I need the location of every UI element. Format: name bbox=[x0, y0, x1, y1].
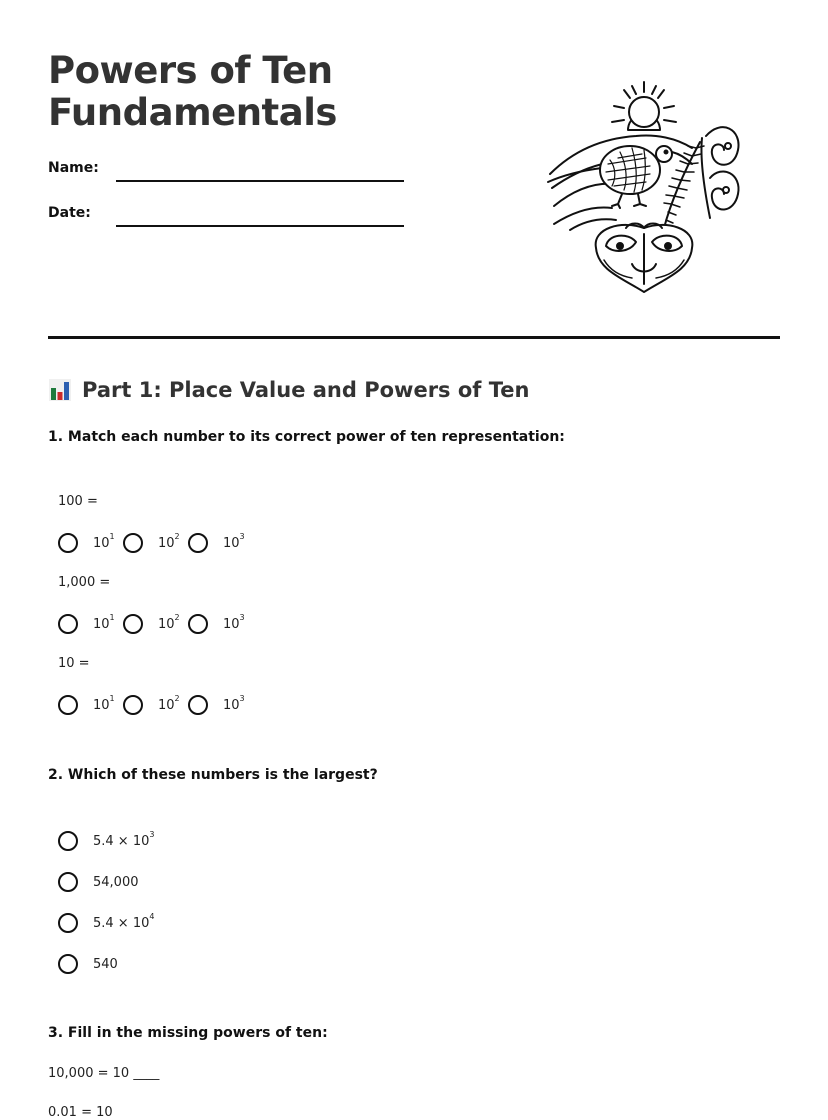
fill-line-2: 0.01 = 10 bbox=[48, 1105, 113, 1120]
option-label bbox=[158, 694, 184, 713]
largest-option[interactable] bbox=[58, 828, 154, 854]
largest-option[interactable] bbox=[58, 951, 154, 977]
date-label: Date: bbox=[48, 205, 91, 221]
match-option[interactable] bbox=[188, 695, 249, 715]
match-option[interactable] bbox=[188, 614, 249, 634]
option-base: 10 bbox=[223, 535, 240, 551]
option-label bbox=[223, 694, 249, 713]
match-option[interactable] bbox=[58, 533, 119, 553]
option-base: 10 bbox=[93, 535, 110, 551]
radio-button[interactable] bbox=[58, 913, 78, 933]
radio-button[interactable] bbox=[58, 614, 78, 634]
match-option[interactable] bbox=[123, 614, 184, 634]
match-prompt: 10 = bbox=[58, 656, 90, 671]
sun-icon bbox=[612, 82, 676, 130]
match-option[interactable] bbox=[58, 695, 119, 715]
option-base: 10 bbox=[93, 697, 110, 713]
radio-button[interactable] bbox=[58, 695, 78, 715]
radio-button[interactable] bbox=[58, 872, 78, 892]
option-exponent: 3 bbox=[149, 830, 155, 840]
option-label bbox=[93, 613, 119, 632]
option-label bbox=[93, 830, 155, 849]
radio-button[interactable] bbox=[58, 533, 78, 553]
option-base: 10 bbox=[93, 616, 110, 632]
option-base: 10 bbox=[223, 616, 240, 632]
option-label bbox=[223, 532, 249, 551]
name-label: Name: bbox=[48, 160, 99, 176]
name-line[interactable] bbox=[116, 180, 404, 182]
radio-button[interactable] bbox=[123, 533, 143, 553]
option-base: 540 bbox=[93, 956, 118, 972]
title-line-2: Fundamentals bbox=[48, 91, 337, 134]
radio-button[interactable] bbox=[188, 533, 208, 553]
radio-button[interactable] bbox=[123, 695, 143, 715]
option-base: 5.4 × 10 bbox=[93, 915, 150, 931]
option-label bbox=[93, 912, 155, 931]
option-exponent: 2 bbox=[174, 694, 180, 704]
option-base: 10 bbox=[158, 616, 175, 632]
option-label bbox=[93, 875, 139, 890]
carved-pendant-icon bbox=[596, 224, 693, 293]
option-label bbox=[158, 532, 184, 551]
option-exponent: 3 bbox=[239, 532, 245, 542]
largest-option[interactable] bbox=[58, 869, 154, 895]
name-field-row bbox=[48, 160, 408, 184]
match-prompt: 100 = bbox=[58, 494, 98, 509]
largest-option[interactable] bbox=[58, 910, 154, 936]
option-exponent: 3 bbox=[239, 694, 245, 704]
match-options-row bbox=[58, 692, 253, 718]
radio-button[interactable] bbox=[58, 954, 78, 974]
question-2: 2. Which of these numbers is the largest? bbox=[48, 767, 378, 783]
option-label bbox=[93, 957, 119, 972]
koru-icon bbox=[701, 127, 738, 218]
part1-heading bbox=[48, 374, 529, 406]
option-exponent: 1 bbox=[109, 613, 115, 623]
kiwi-fern-illustration bbox=[546, 78, 746, 296]
radio-button[interactable] bbox=[188, 614, 208, 634]
page-title bbox=[48, 50, 337, 134]
match-options-row bbox=[58, 611, 253, 637]
radio-button[interactable] bbox=[188, 695, 208, 715]
option-exponent: 1 bbox=[109, 532, 115, 542]
option-exponent: 1 bbox=[109, 694, 115, 704]
radio-button[interactable] bbox=[58, 831, 78, 851]
match-option[interactable] bbox=[123, 533, 184, 553]
date-line[interactable] bbox=[116, 225, 404, 227]
title-line-1: Powers of Ten bbox=[48, 49, 333, 92]
option-label bbox=[158, 613, 184, 632]
match-options-row bbox=[58, 530, 253, 556]
question-1: 1. Match each number to its correct power of ten representation: bbox=[48, 429, 565, 445]
bar-chart-icon bbox=[48, 378, 72, 402]
part1-heading-text: Part 1: Place Value and Powers of Ten bbox=[82, 378, 530, 402]
match-prompt: 1,000 = bbox=[58, 575, 111, 590]
question-3: 3. Fill in the missing powers of ten: bbox=[48, 1025, 328, 1041]
match-option[interactable] bbox=[188, 533, 249, 553]
question-2-options bbox=[58, 828, 158, 992]
match-option[interactable] bbox=[58, 614, 119, 634]
option-exponent: 2 bbox=[174, 613, 180, 623]
option-base: 5.4 × 10 bbox=[93, 833, 150, 849]
date-field-row bbox=[48, 205, 408, 229]
option-exponent: 3 bbox=[239, 613, 245, 623]
option-base: 10 bbox=[158, 535, 175, 551]
section-divider bbox=[48, 336, 780, 339]
fill-line-1: 10,000 = 10 ____ bbox=[48, 1066, 160, 1081]
option-base: 54,000 bbox=[93, 874, 139, 890]
kiwi-bird-icon bbox=[600, 146, 692, 208]
match-option[interactable] bbox=[123, 695, 184, 715]
radio-button[interactable] bbox=[123, 614, 143, 634]
option-base: 10 bbox=[223, 697, 240, 713]
option-label bbox=[93, 532, 119, 551]
option-label bbox=[223, 613, 249, 632]
option-exponent: 2 bbox=[174, 532, 180, 542]
option-base: 10 bbox=[158, 697, 175, 713]
option-label bbox=[93, 694, 119, 713]
option-exponent: 4 bbox=[149, 912, 155, 922]
